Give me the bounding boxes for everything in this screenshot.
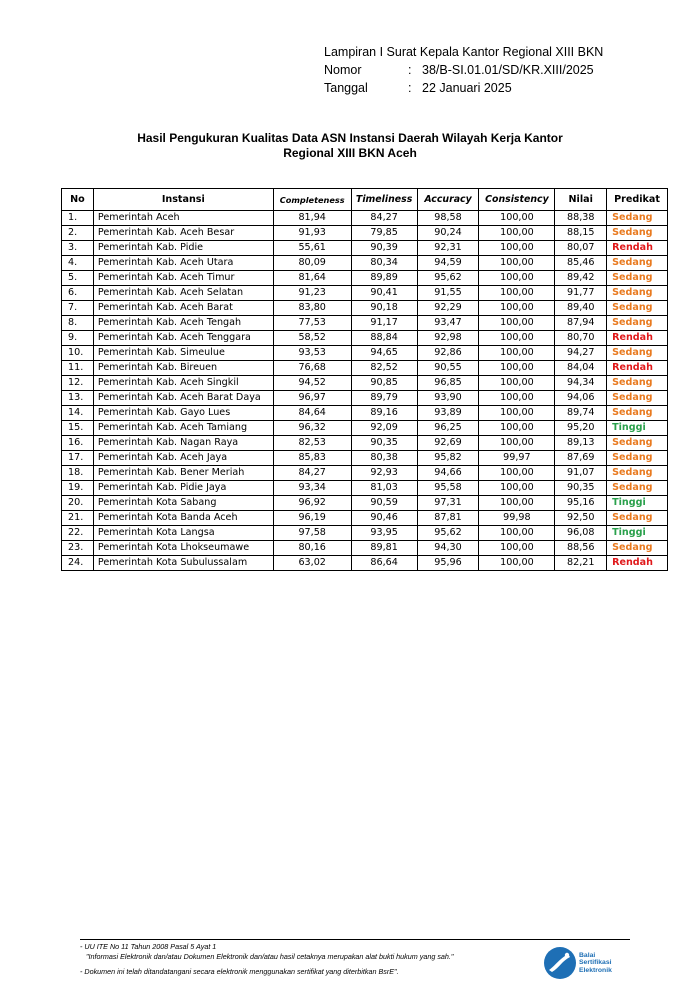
cell-accuracy: 92,29: [417, 301, 479, 316]
cell-predikat: Rendah: [607, 241, 668, 256]
cell-accuracy: 93,47: [417, 316, 479, 331]
cell-completeness: 58,52: [273, 331, 351, 346]
cell-no: 7.: [62, 301, 94, 316]
cell-accuracy: 94,66: [417, 466, 479, 481]
cell-completeness: 84,64: [273, 406, 351, 421]
cell-instansi: Pemerintah Kab. Aceh Barat: [93, 301, 273, 316]
cell-consistency: 100,00: [479, 331, 555, 346]
letterhead-attachment-line: Lampiran I Surat Kepala Kantor Regional XIII BKN: [324, 45, 604, 59]
cell-accuracy: 98,58: [417, 211, 479, 226]
cell-instansi: Pemerintah Kab. Simeulue: [93, 346, 273, 361]
table-row: [62, 436, 668, 451]
cell-no: 11.: [62, 361, 94, 376]
cell-nilai: 85,46: [555, 256, 607, 271]
cell-no: 23.: [62, 541, 94, 556]
footer-line-1: - UU ITE No 11 Tahun 2008 Pasal 5 Ayat 1: [80, 942, 217, 951]
cell-no: 17.: [62, 451, 94, 466]
cell-no: 24.: [62, 556, 94, 571]
cell-timeliness: 93,95: [351, 526, 417, 541]
cell-timeliness: 90,59: [351, 496, 417, 511]
bsre-text-1: Balai: [579, 951, 596, 959]
cell-nilai: 91,07: [555, 466, 607, 481]
cell-predikat: Sedang: [607, 451, 668, 466]
table-row: [62, 286, 668, 301]
table-row: [62, 421, 668, 436]
cell-instansi: Pemerintah Kab. Bireuen: [93, 361, 273, 376]
cell-nilai: 94,06: [555, 391, 607, 406]
document-title: [60, 131, 640, 161]
cell-no: 10.: [62, 346, 94, 361]
cell-nilai: 89,40: [555, 301, 607, 316]
cell-no: 3.: [62, 241, 94, 256]
cell-instansi: Pemerintah Kab. Aceh Utara: [93, 256, 273, 271]
cell-consistency: 100,00: [479, 286, 555, 301]
cell-predikat: Tinggi: [607, 496, 668, 511]
cell-accuracy: 97,31: [417, 496, 479, 511]
cell-consistency: 100,00: [479, 481, 555, 496]
cell-instansi: Pemerintah Kab. Pidie: [93, 241, 273, 256]
table-row: [62, 481, 668, 496]
cell-consistency: 100,00: [479, 556, 555, 571]
table-row: [62, 526, 668, 541]
cell-timeliness: 91,17: [351, 316, 417, 331]
bsre-text-2: Sertifikasi: [579, 959, 612, 967]
cell-completeness: 96,92: [273, 496, 351, 511]
cell-predikat: Rendah: [607, 361, 668, 376]
cell-instansi: Pemerintah Kab. Aceh Singkil: [93, 376, 273, 391]
cell-accuracy: 93,89: [417, 406, 479, 421]
table-row: [62, 301, 668, 316]
cell-instansi: Pemerintah Kab. Aceh Tamiang: [93, 421, 273, 436]
cell-no: 1.: [62, 211, 94, 226]
cell-instansi: Pemerintah Kab. Pidie Jaya: [93, 481, 273, 496]
cell-no: 20.: [62, 496, 94, 511]
cell-consistency: 100,00: [479, 241, 555, 256]
cell-timeliness: 90,18: [351, 301, 417, 316]
cell-no: 9.: [62, 331, 94, 346]
cell-predikat: Sedang: [607, 466, 668, 481]
cell-completeness: 81,64: [273, 271, 351, 286]
cell-timeliness: 90,39: [351, 241, 417, 256]
table-row: [62, 406, 668, 421]
cell-no: 22.: [62, 526, 94, 541]
cell-instansi: Pemerintah Kab. Aceh Besar: [93, 226, 273, 241]
cell-no: 5.: [62, 271, 94, 286]
tanggal-value: 22 Januari 2025: [422, 81, 512, 95]
cell-accuracy: 95,62: [417, 526, 479, 541]
cell-nilai: 89,74: [555, 406, 607, 421]
cell-nilai: 95,20: [555, 421, 607, 436]
header-accuracy: Accuracy: [417, 189, 479, 211]
cell-no: 15.: [62, 421, 94, 436]
cell-instansi: Pemerintah Kab. Nagan Raya: [93, 436, 273, 451]
table-row: [62, 226, 668, 241]
cell-timeliness: 92,09: [351, 421, 417, 436]
cell-timeliness: 89,79: [351, 391, 417, 406]
cell-timeliness: 90,85: [351, 376, 417, 391]
cell-timeliness: 80,34: [351, 256, 417, 271]
cell-consistency: 100,00: [479, 346, 555, 361]
title-line-2: Regional XIII BKN Aceh: [283, 146, 417, 160]
header-consistency: Consistency: [479, 189, 555, 211]
cell-predikat: Sedang: [607, 211, 668, 226]
table-body: [62, 211, 668, 571]
table-row: [62, 391, 668, 406]
cell-instansi: Pemerintah Kab. Aceh Selatan: [93, 286, 273, 301]
letterhead-nomor-row: [324, 61, 603, 79]
cell-no: 4.: [62, 256, 94, 271]
table-row: [62, 346, 668, 361]
cell-completeness: 91,93: [273, 226, 351, 241]
cell-consistency: 100,00: [479, 271, 555, 286]
cell-accuracy: 95,82: [417, 451, 479, 466]
cell-predikat: Sedang: [607, 541, 668, 556]
cell-predikat: Sedang: [607, 481, 668, 496]
cell-predikat: Sedang: [607, 376, 668, 391]
footer-line-2: "Informasi Elektronik dan/atau Dokumen Elektronik dan/atau hasil cetaknya merupakan alat bukti hukum yang sah.": [86, 952, 454, 961]
cell-nilai: 89,13: [555, 436, 607, 451]
cell-completeness: 82,53: [273, 436, 351, 451]
cell-nilai: 89,42: [555, 271, 607, 286]
cell-accuracy: 94,59: [417, 256, 479, 271]
cell-no: 12.: [62, 376, 94, 391]
cell-predikat: Tinggi: [607, 526, 668, 541]
cell-consistency: 100,00: [479, 466, 555, 481]
cell-accuracy: 92,86: [417, 346, 479, 361]
cell-nilai: 88,38: [555, 211, 607, 226]
cell-completeness: 81,94: [273, 211, 351, 226]
cell-predikat: Sedang: [607, 256, 668, 271]
cell-instansi: Pemerintah Kota Langsa: [93, 526, 273, 541]
cell-instansi: Pemerintah Kab. Bener Meriah: [93, 466, 273, 481]
table-row: [62, 256, 668, 271]
cell-no: 2.: [62, 226, 94, 241]
cell-predikat: Sedang: [607, 346, 668, 361]
cell-accuracy: 93,90: [417, 391, 479, 406]
table-row: [62, 331, 668, 346]
cell-nilai: 92,50: [555, 511, 607, 526]
cell-completeness: 85,83: [273, 451, 351, 466]
cell-timeliness: 90,46: [351, 511, 417, 526]
cell-consistency: 100,00: [479, 376, 555, 391]
cell-instansi: Pemerintah Kab. Aceh Barat Daya: [93, 391, 273, 406]
cell-completeness: 91,23: [273, 286, 351, 301]
cell-accuracy: 92,31: [417, 241, 479, 256]
cell-accuracy: 94,30: [417, 541, 479, 556]
letterhead-tanggal-row: [324, 79, 603, 97]
bsre-text-3: Elektronik: [579, 966, 612, 974]
header-predikat: Predikat: [607, 189, 668, 211]
cell-timeliness: 88,84: [351, 331, 417, 346]
cell-accuracy: 92,98: [417, 331, 479, 346]
cell-completeness: 93,34: [273, 481, 351, 496]
cell-timeliness: 89,89: [351, 271, 417, 286]
cell-consistency: 100,00: [479, 541, 555, 556]
cell-completeness: 93,53: [273, 346, 351, 361]
bsre-logo-icon: [543, 946, 577, 980]
cell-predikat: Sedang: [607, 226, 668, 241]
table-row: [62, 241, 668, 256]
footer-divider: [80, 939, 630, 940]
table-row: [62, 451, 668, 466]
table-row: [62, 271, 668, 286]
cell-accuracy: 90,24: [417, 226, 479, 241]
cell-consistency: 100,00: [479, 211, 555, 226]
cell-timeliness: 92,93: [351, 466, 417, 481]
cell-instansi: Pemerintah Aceh: [93, 211, 273, 226]
cell-timeliness: 90,35: [351, 436, 417, 451]
cell-completeness: 96,32: [273, 421, 351, 436]
cell-instansi: Pemerintah Kota Sabang: [93, 496, 273, 511]
cell-consistency: 100,00: [479, 301, 555, 316]
cell-no: 18.: [62, 466, 94, 481]
cell-completeness: 76,68: [273, 361, 351, 376]
cell-predikat: Tinggi: [607, 421, 668, 436]
cell-timeliness: 84,27: [351, 211, 417, 226]
cell-timeliness: 82,52: [351, 361, 417, 376]
cell-consistency: 100,00: [479, 226, 555, 241]
footer-line-3: - Dokumen ini telah ditandatangani secara elektronik menggunakan sertifikat yang diterbitkan BsrE".: [80, 967, 399, 976]
cell-nilai: 82,21: [555, 556, 607, 571]
cell-accuracy: 95,58: [417, 481, 479, 496]
cell-completeness: 96,19: [273, 511, 351, 526]
cell-completeness: 80,16: [273, 541, 351, 556]
cell-timeliness: 90,41: [351, 286, 417, 301]
bsre-logo: [543, 946, 612, 980]
cell-completeness: 94,52: [273, 376, 351, 391]
cell-completeness: 83,80: [273, 301, 351, 316]
cell-nilai: 91,77: [555, 286, 607, 301]
cell-no: 14.: [62, 406, 94, 421]
cell-nilai: 94,34: [555, 376, 607, 391]
header-timeliness: Timeliness: [351, 189, 417, 211]
cell-no: 21.: [62, 511, 94, 526]
header-nilai: Nilai: [555, 189, 607, 211]
cell-timeliness: 89,81: [351, 541, 417, 556]
cell-accuracy: 95,62: [417, 271, 479, 286]
cell-consistency: 99,97: [479, 451, 555, 466]
cell-consistency: 100,00: [479, 256, 555, 271]
cell-nilai: 84,04: [555, 361, 607, 376]
cell-completeness: 55,61: [273, 241, 351, 256]
cell-accuracy: 96,25: [417, 421, 479, 436]
header-no: No: [62, 189, 94, 211]
cell-predikat: Sedang: [607, 301, 668, 316]
bsre-logo-text: [579, 952, 612, 975]
header-completeness: Completeness: [273, 189, 351, 211]
tanggal-colon: :: [408, 81, 412, 95]
cell-nilai: 87,94: [555, 316, 607, 331]
cell-accuracy: 95,96: [417, 556, 479, 571]
tanggal-label: Tanggal: [324, 81, 368, 95]
cell-nilai: 90,35: [555, 481, 607, 496]
cell-predikat: Rendah: [607, 331, 668, 346]
cell-instansi: Pemerintah Kab. Aceh Jaya: [93, 451, 273, 466]
cell-consistency: 100,00: [479, 436, 555, 451]
cell-nilai: 88,56: [555, 541, 607, 556]
cell-predikat: Sedang: [607, 271, 668, 286]
cell-nilai: 80,70: [555, 331, 607, 346]
header-instansi: Instansi: [93, 189, 273, 211]
footer-notes: [80, 942, 550, 977]
cell-consistency: 100,00: [479, 361, 555, 376]
cell-accuracy: 96,85: [417, 376, 479, 391]
table-row: [62, 556, 668, 571]
cell-completeness: 77,53: [273, 316, 351, 331]
cell-instansi: Pemerintah Kab. Aceh Tenggara: [93, 331, 273, 346]
table-row: [62, 541, 668, 556]
cell-instansi: Pemerintah Kota Subulussalam: [93, 556, 273, 571]
cell-consistency: 100,00: [479, 406, 555, 421]
cell-predikat: Sedang: [607, 316, 668, 331]
cell-timeliness: 89,16: [351, 406, 417, 421]
cell-predikat: Sedang: [607, 286, 668, 301]
cell-no: 6.: [62, 286, 94, 301]
cell-timeliness: 80,38: [351, 451, 417, 466]
table-row: [62, 496, 668, 511]
table-row: [62, 211, 668, 226]
quality-table: [61, 188, 668, 571]
letterhead: [324, 43, 603, 97]
cell-accuracy: 91,55: [417, 286, 479, 301]
cell-timeliness: 79,85: [351, 226, 417, 241]
cell-nilai: 95,16: [555, 496, 607, 511]
cell-predikat: Rendah: [607, 556, 668, 571]
cell-instansi: Pemerintah Kota Banda Aceh: [93, 511, 273, 526]
cell-nilai: 88,15: [555, 226, 607, 241]
cell-nilai: 96,08: [555, 526, 607, 541]
nomor-value: 38/B-SI.01.01/SD/KR.XIII/2025: [422, 63, 594, 77]
table-row: [62, 361, 668, 376]
cell-consistency: 100,00: [479, 316, 555, 331]
cell-nilai: 87,69: [555, 451, 607, 466]
cell-consistency: 100,00: [479, 391, 555, 406]
cell-completeness: 97,58: [273, 526, 351, 541]
cell-completeness: 63,02: [273, 556, 351, 571]
cell-accuracy: 87,81: [417, 511, 479, 526]
cell-instansi: Pemerintah Kab. Aceh Tengah: [93, 316, 273, 331]
cell-predikat: Sedang: [607, 436, 668, 451]
title-line-1: Hasil Pengukuran Kualitas Data ASN Instansi Daerah Wilayah Kerja Kantor: [137, 131, 563, 145]
table-row: [62, 511, 668, 526]
cell-instansi: Pemerintah Kota Lhokseumawe: [93, 541, 273, 556]
cell-no: 19.: [62, 481, 94, 496]
cell-predikat: Sedang: [607, 391, 668, 406]
cell-accuracy: 92,69: [417, 436, 479, 451]
nomor-colon: :: [408, 63, 412, 77]
cell-no: 16.: [62, 436, 94, 451]
cell-timeliness: 81,03: [351, 481, 417, 496]
table-row: [62, 466, 668, 481]
cell-accuracy: 90,55: [417, 361, 479, 376]
cell-instansi: Pemerintah Kab. Aceh Timur: [93, 271, 273, 286]
cell-completeness: 80,09: [273, 256, 351, 271]
table-row: [62, 376, 668, 391]
cell-consistency: 100,00: [479, 421, 555, 436]
nomor-label: Nomor: [324, 63, 362, 77]
cell-consistency: 99,98: [479, 511, 555, 526]
cell-no: 8.: [62, 316, 94, 331]
cell-consistency: 100,00: [479, 496, 555, 511]
cell-instansi: Pemerintah Kab. Gayo Lues: [93, 406, 273, 421]
cell-completeness: 96,97: [273, 391, 351, 406]
cell-nilai: 80,07: [555, 241, 607, 256]
table-row: [62, 316, 668, 331]
cell-consistency: 100,00: [479, 526, 555, 541]
cell-timeliness: 94,65: [351, 346, 417, 361]
cell-no: 13.: [62, 391, 94, 406]
cell-timeliness: 86,64: [351, 556, 417, 571]
cell-nilai: 94,27: [555, 346, 607, 361]
cell-predikat: Sedang: [607, 406, 668, 421]
cell-completeness: 84,27: [273, 466, 351, 481]
table-header-row: [62, 189, 668, 211]
cell-predikat: Sedang: [607, 511, 668, 526]
